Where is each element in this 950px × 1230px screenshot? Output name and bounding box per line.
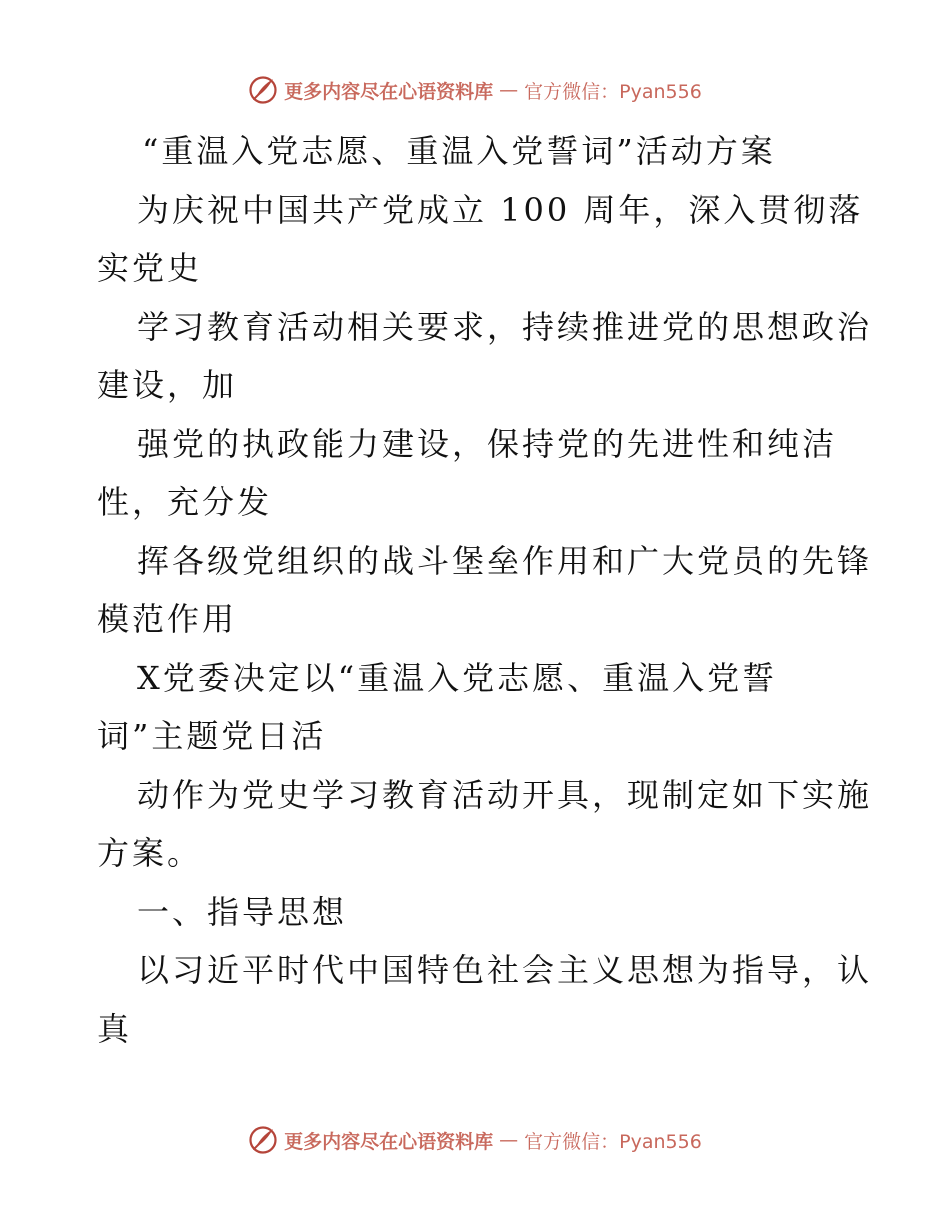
- section-heading: 一、指导思想: [137, 892, 348, 931]
- document-title: “重温入党志愿、重温入党誓词”活动方案: [142, 132, 776, 170]
- paragraph-line: 模范作用: [97, 600, 238, 638]
- paragraph-line: 挥各级党组织的战斗堡垒作用和广大党员的先锋: [137, 541, 873, 580]
- header-separator: —: [499, 79, 519, 101]
- header-wechat-text: 官方微信：Pyan556: [524, 80, 702, 103]
- footer-separator: —: [499, 1129, 519, 1151]
- header-banner: [0, 72, 950, 108]
- paragraph-line: 以习近平时代中国特色社会主义思想为指导，认: [137, 951, 873, 989]
- header-brand-text: 更多内容尽在心语资料库: [284, 80, 494, 103]
- paragraph-line: 学习教育活动相关要求，持续推进党的思想政治: [137, 307, 873, 346]
- footer-brand-text: 更多内容尽在心语资料库: [284, 1130, 494, 1153]
- quill-logo-icon: [248, 75, 278, 105]
- document-body: [97, 122, 873, 1058]
- paragraph-line: 真: [97, 1009, 133, 1048]
- paragraph-line: 强党的执政能力建设，保持党的先进性和纯洁: [137, 424, 838, 463]
- paragraph-line: 建设，加: [97, 366, 238, 404]
- footer-banner: [0, 1122, 950, 1158]
- paragraph-line: 方案。: [97, 834, 203, 872]
- paragraph-line: 为庆祝中国共产党成立 100 周年，深入贯彻落: [137, 190, 864, 229]
- paragraph-line: 动作为党史学习教育活动开具，现制定如下实施: [137, 775, 873, 814]
- quill-logo-icon: [248, 1125, 278, 1155]
- paragraph-line: 实党史: [97, 249, 203, 287]
- paragraph-line: 性，充分发: [97, 483, 273, 521]
- paragraph-line: 词”主题党日活: [97, 717, 327, 755]
- footer-wechat-text: 官方微信：Pyan556: [524, 1130, 702, 1153]
- paragraph-line: X党委决定以“重温入党志愿、重温入党誓: [137, 658, 778, 697]
